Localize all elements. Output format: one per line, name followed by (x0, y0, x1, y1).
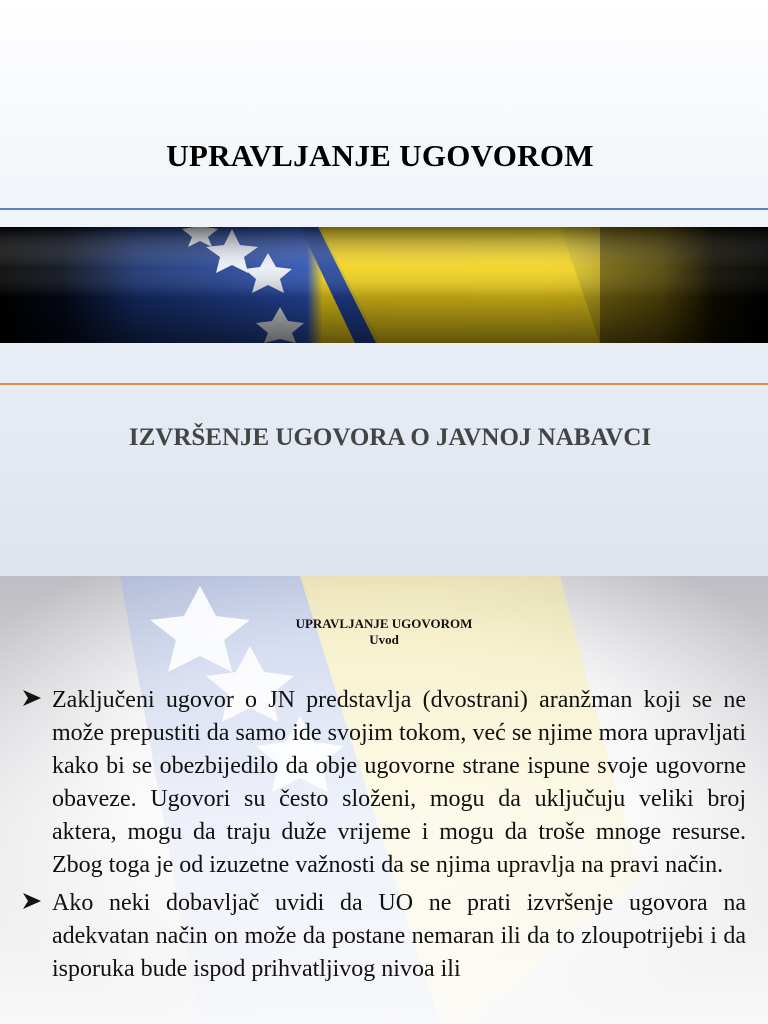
list-item (22, 887, 746, 986)
bullet-list (22, 684, 746, 991)
list-item (22, 684, 746, 882)
orange-divider (0, 383, 768, 385)
slide-subtitle: IZVRŠENJE UGOVORA O JAVNOJ NABAVCI (128, 424, 652, 451)
blue-divider (0, 208, 768, 210)
bullet-text: Zaključeni ugovor o JN predstavlja (dvostrani) aranžman koji se ne može prepustiti da samo ide svojim tokom, već se njime mora upravljati kako bi se obezbijedilo da obje ugovorne strane ispune svoje ugovorne obaveze. Ugovori su često složeni, mogu da uključuju veliki broj aktera, mogu da traju duže vrijeme i mogu da troše mnoge resurse. Zbog toga je od izuzetne važnosti da se njima upravlja na pravi način. (52, 687, 746, 878)
arrow-bullet-icon (22, 891, 42, 911)
slide-title: UPRAVLJANJE UGOVOROM (166, 138, 594, 173)
slide-heading-subtitle: Uvod (369, 632, 399, 647)
arrow-bullet-icon (22, 688, 42, 708)
bullet-text: Ako neki dobavljač uvidi da UO ne prati izvršenje ugovora na adekvatan način on može da postane nemaran ili da to zloupotrijebi i da isporuka bude ispod prihvatljivog nivoa ili (52, 890, 746, 982)
slide-heading-title: UPRAVLJANJE UGOVOROM (295, 616, 473, 631)
intro-slide (0, 576, 768, 1024)
slide-heading (0, 616, 768, 648)
bih-flag-banner (0, 227, 768, 343)
